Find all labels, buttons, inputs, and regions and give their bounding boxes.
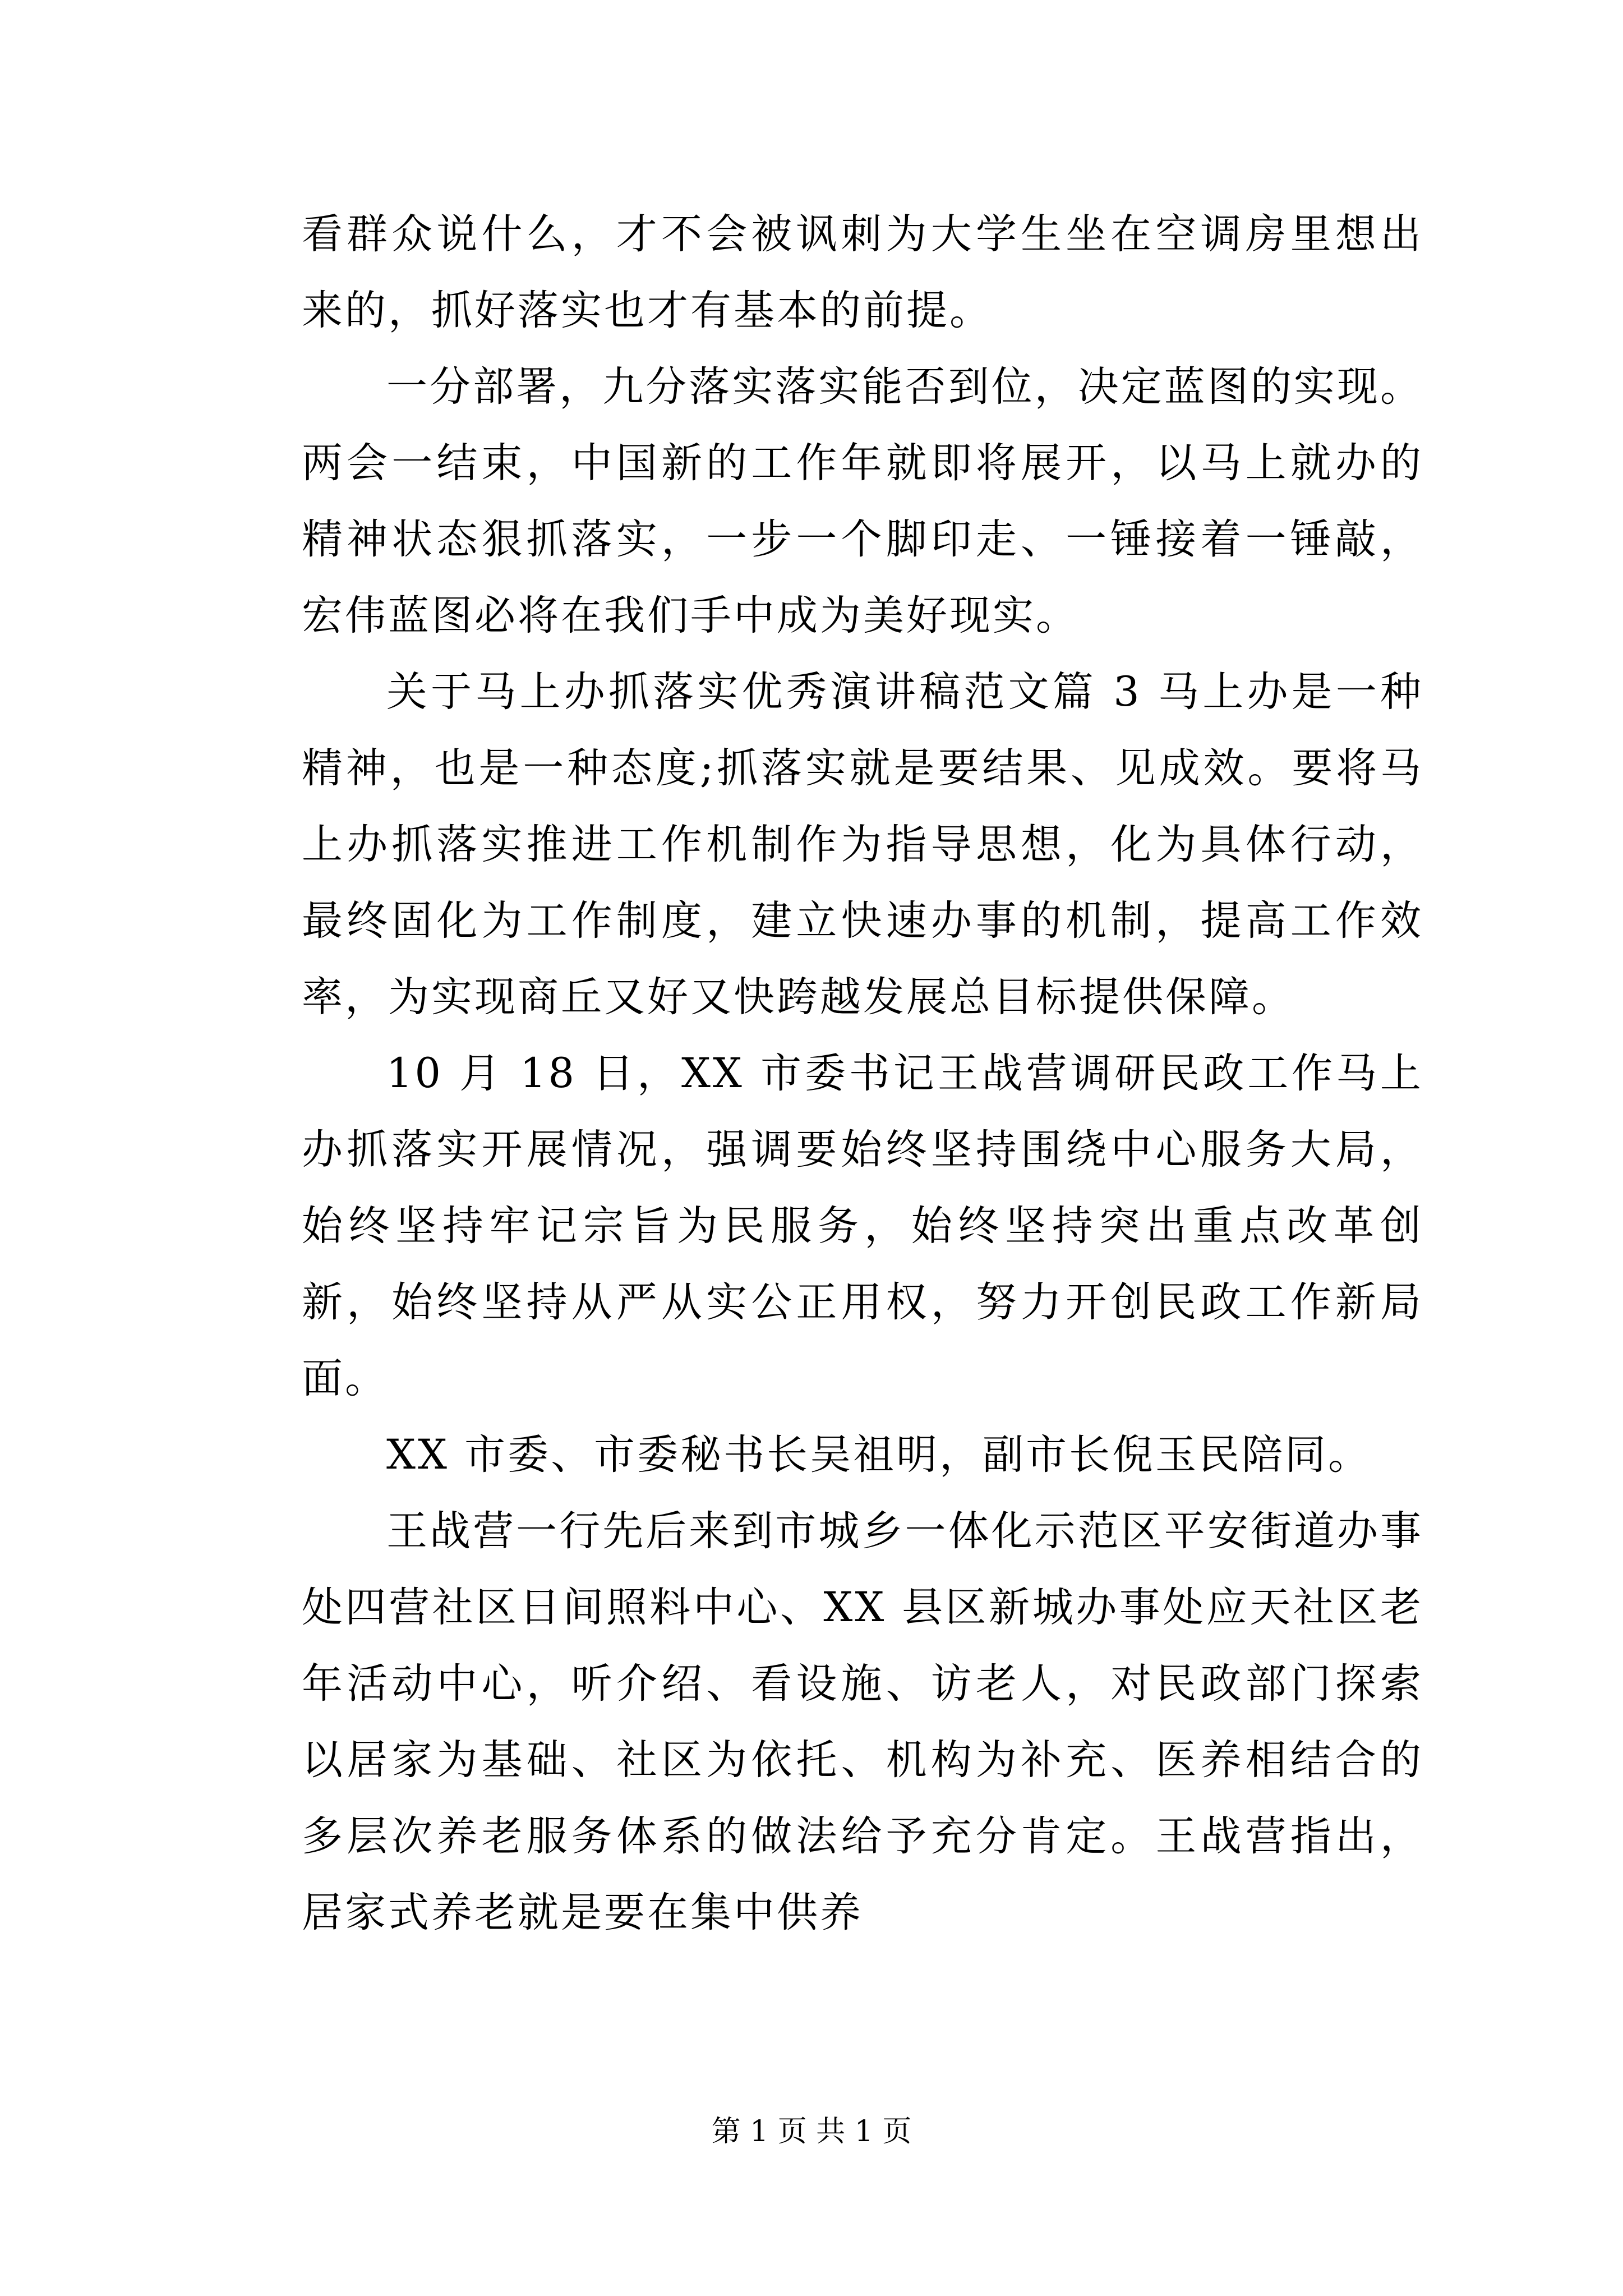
- paragraph-1: 看群众说什么，才不会被讽刺为大学生坐在空调房里想出来的，抓好落实也才有基本的前提。: [302, 210, 1423, 334]
- paragraph-5: XX 市委、市委秘书长吴祖明，副市长倪玉民陪同。: [386, 1431, 1372, 1479]
- paragraph-2: 一分部署，九分落实落实能否到位，决定蓝图的实现。两会一结束，中国新的工作年就即将展开，以马上就办的精神状态狠抓落实，一步一个脚印走、一锤接着一锤敲，宏伟蓝图必将在我们手中成为美好现实。: [302, 363, 1423, 639]
- page-footer: 第 1 页 共 1 页: [711, 2115, 912, 2148]
- body-text: [302, 196, 1423, 1951]
- paragraph-6: 王战营一行先后来到市城乡一体化示范区平安街道办事处四营社区日间照料中心、XX 县区新城办事处应天社区老年活动中心，听介绍、看设施、访老人，对民政部门探索以居家为基础、社区为依托、机构为补充、医养相结合的多层次养老服务体系的做法给予充分肯定。王战营指出，居家式养老就是要在集中供养: [302, 1507, 1423, 1936]
- paragraph-3: 关于马上办抓落实优秀演讲稿范文篇 3 马上办是一种精神，也是一种态度;抓落实就是要结果、见成效。要将马上办抓落实推进工作机制作为指导思想，化为具体行动，最终固化为工作制度，建立快速办事的机制，提高工作效率，为实现商丘又好又快跨越发展总目标提供保障。: [302, 668, 1423, 1021]
- paragraph-4: 10 月 18 日，XX 市委书记王战营调研民政工作马上办抓落实开展情况，强调要始终坚持围绕中心服务大局，始终坚持牢记宗旨为民服务，始终坚持突出重点改革创新，始终坚持从严从实公正用权，努力开创民政工作新局面。: [302, 1050, 1423, 1402]
